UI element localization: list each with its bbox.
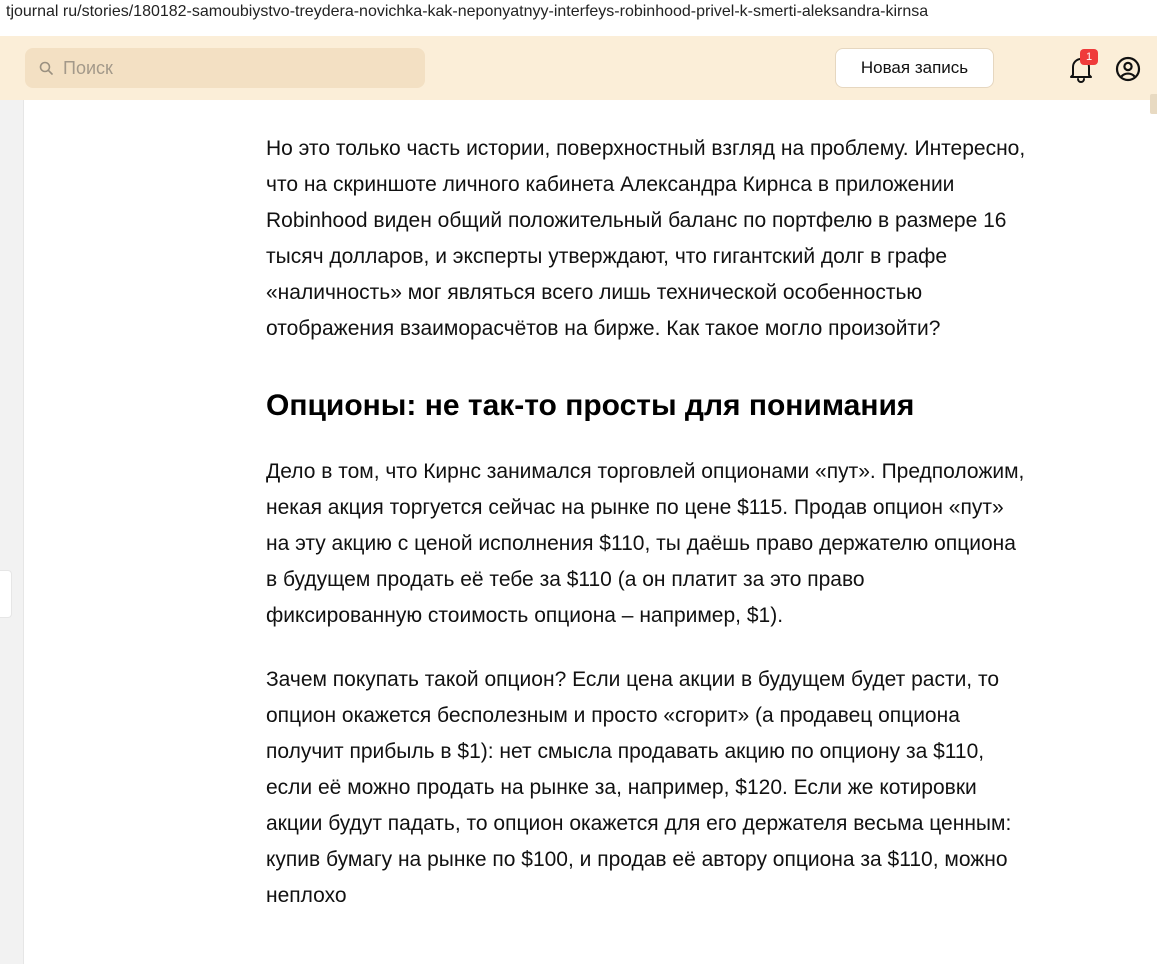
search-box[interactable] — [25, 48, 425, 88]
left-sidebar — [0, 100, 24, 964]
article-body — [266, 100, 1026, 914]
section-heading: Опционы: не так-то просты для понимания — [266, 389, 915, 422]
site-header — [0, 36, 1157, 100]
notifications-button[interactable] — [1068, 51, 1094, 83]
user-icon — [1115, 56, 1141, 82]
header-overflow-edge — [1150, 94, 1157, 114]
user-menu-button[interactable] — [1115, 56, 1141, 82]
article-paragraph: Зачем покупать такой опцион? Если цена акции в будущем будет расти, то опцион окажется бесполезным и просто «сгорит» (а продавец опциона получит прибыль в $1): нет смысла продавать акцию по опциону за $110, если её можно продать на рынке за, например, $120. Если же котировки акции будут падать, то опцион окажется для его держателя весьма ценным: купив бумагу на рынке по $100, и продав её автору опциона за $110, можно неплохо — [266, 668, 1012, 907]
notification-badge: 1 — [1080, 49, 1098, 65]
search-input[interactable] — [63, 58, 383, 79]
browser-url[interactable]: tjournal ru/stories/180182-samoubiystvo-treydera-novichka-kak-neponyatnyy-interfeys-robinhood-privel-k-smerti-aleksandra-kirnsa — [0, 0, 1157, 36]
article-paragraph: Дело в том, что Кирнс занимался торговлей опционами «пут». Предположим, некая акция торгуется сейчас на рынке по цене $115. Продав опцион «пут» на эту акцию с ценой исполнения $110, ты даёшь право держателю опциона в будущем продать её тебе за $110 (а он платит за это право фиксированную стоимость опциона – например, $1). — [266, 460, 1025, 627]
article-paragraph: Но это только часть истории, поверхностный взгляд на проблему. Интересно, что на скриншоте личного кабинета Александра Кирнса в приложении Robinhood виден общий положительный баланс по портфелю в размере 16 тысяч долларов, и эксперты утверждают, что гигантский долг в графе «наличность» мог являться всего лишь технической особенностью отображения взаиморасчётов на бирже. Как такое могло произойти? — [266, 137, 1026, 340]
search-icon — [39, 61, 53, 75]
new-post-button[interactable]: Новая запись — [835, 48, 994, 88]
sidebar-toggle-tab[interactable] — [0, 570, 12, 618]
